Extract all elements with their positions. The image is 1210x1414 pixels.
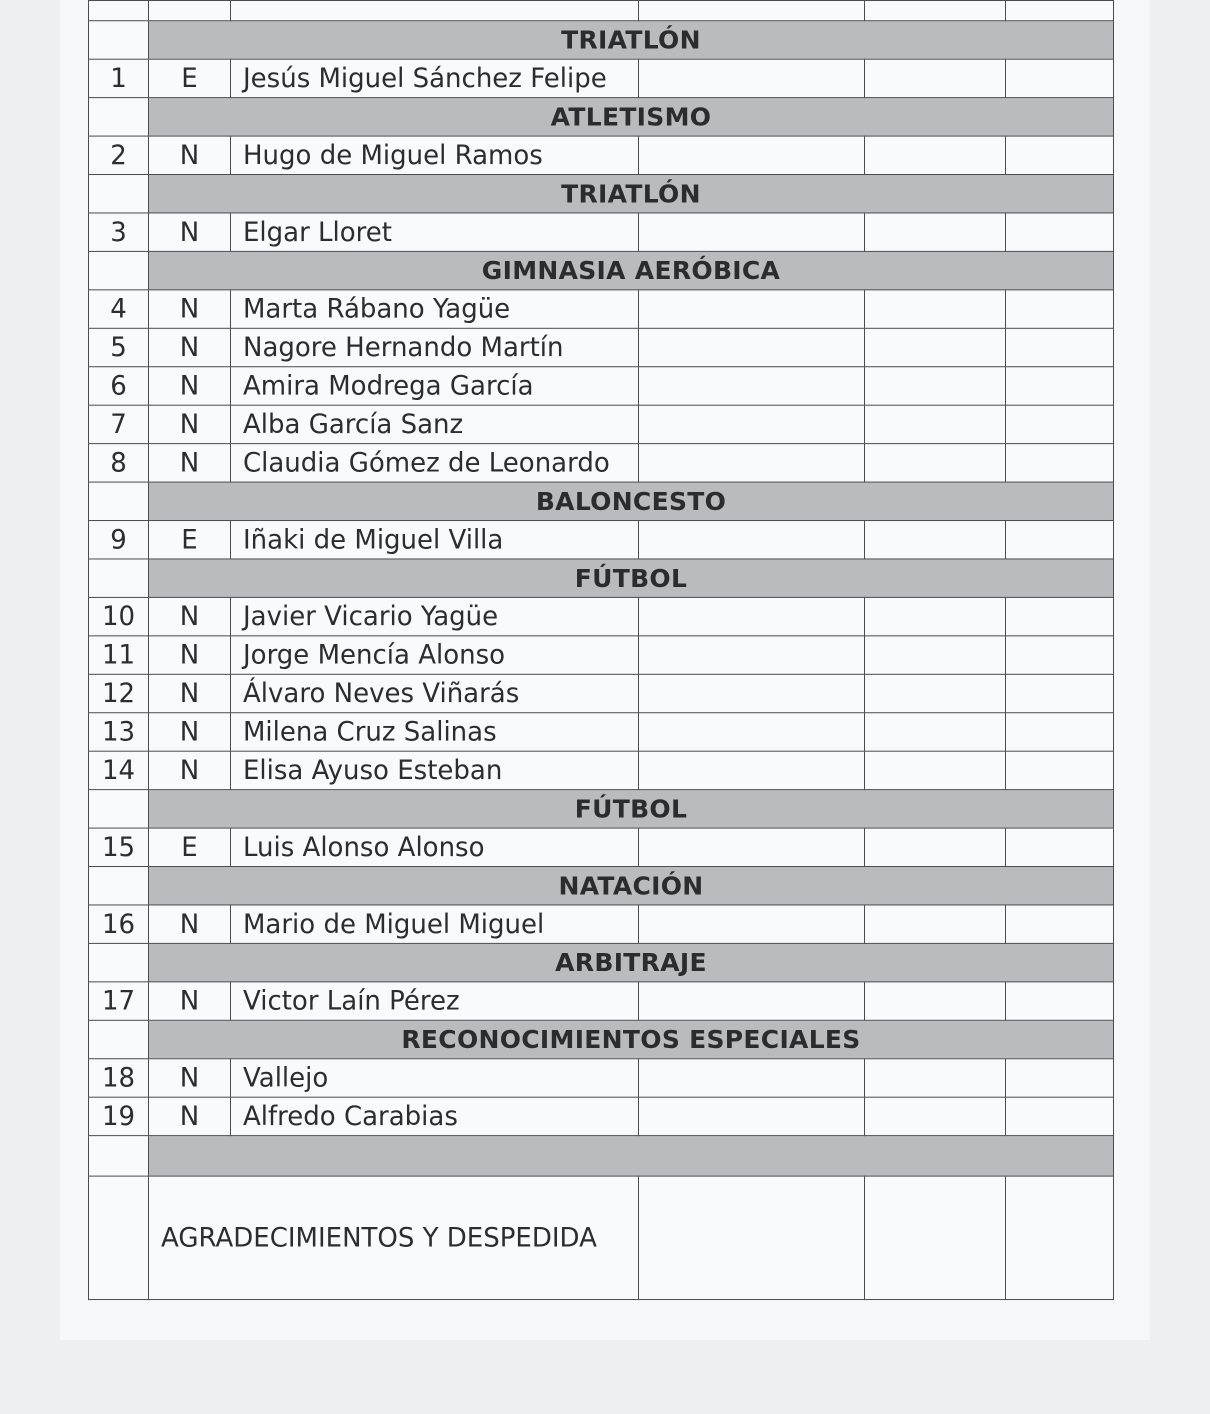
row-type: N [149, 982, 231, 1020]
empty-cell [639, 751, 865, 789]
table-row [89, 136, 1114, 174]
section-header-row [89, 175, 1114, 213]
empty-cell [865, 1176, 1006, 1299]
empty-cell [639, 636, 865, 674]
table-row [89, 328, 1114, 366]
empty-cell [1006, 1059, 1114, 1097]
empty-cell [639, 1176, 865, 1299]
section-spacer-cell [89, 943, 149, 981]
row-type: N [149, 136, 231, 174]
empty-cell [1006, 328, 1114, 366]
empty-cell [639, 213, 865, 251]
row-type: N [149, 751, 231, 789]
section-title: TRIATLÓN [149, 175, 1114, 213]
row-type: N [149, 1097, 231, 1135]
row-type: N [149, 367, 231, 405]
row-type: N [149, 405, 231, 443]
section-header-row [89, 559, 1114, 597]
empty-cell [1006, 828, 1114, 866]
empty-cell [639, 367, 865, 405]
row-number: 14 [89, 751, 149, 789]
table-row [89, 59, 1114, 97]
empty-cell [865, 444, 1006, 482]
section-spacer-cell [89, 175, 149, 213]
empty-cell [1006, 751, 1114, 789]
empty-cell [865, 367, 1006, 405]
empty-cell [865, 982, 1006, 1020]
row-number: 11 [89, 636, 149, 674]
row-type: N [149, 1059, 231, 1097]
empty-cell [639, 59, 865, 97]
row-type: N [149, 713, 231, 751]
row-number: 17 [89, 982, 149, 1020]
table-row [89, 444, 1114, 482]
row-number: 15 [89, 828, 149, 866]
empty-cell [865, 1059, 1006, 1097]
row-name: Javier Vicario Yagüe [231, 597, 639, 635]
closing-row [89, 1176, 1114, 1299]
empty-cell [639, 136, 865, 174]
empty-cell [1006, 290, 1114, 328]
program-table [88, 0, 1114, 1300]
table-row [89, 290, 1114, 328]
row-name: Elisa Ayuso Esteban [231, 751, 639, 789]
empty-cell [865, 405, 1006, 443]
row-number: 13 [89, 713, 149, 751]
empty-cell [639, 597, 865, 635]
row-type: N [149, 213, 231, 251]
section-spacer-cell [89, 98, 149, 136]
table-row [89, 213, 1114, 251]
table-row [89, 905, 1114, 943]
section-header-row [89, 943, 1114, 981]
row-number: 7 [89, 405, 149, 443]
empty-cell [639, 521, 865, 559]
table-row [89, 1059, 1114, 1097]
empty-cell [865, 905, 1006, 943]
empty-cell [865, 674, 1006, 712]
row-number: 1 [89, 59, 149, 97]
section-title: ATLETISMO [149, 98, 1114, 136]
empty-cell [865, 328, 1006, 366]
empty-cell [639, 1097, 865, 1135]
row-name: Claudia Gómez de Leonardo [231, 444, 639, 482]
row-name: Milena Cruz Salinas [231, 713, 639, 751]
row-number: 2 [89, 136, 149, 174]
empty-cell [865, 828, 1006, 866]
empty-cell [865, 751, 1006, 789]
empty-cell [865, 59, 1006, 97]
empty-cell [1006, 213, 1114, 251]
empty-cell [865, 521, 1006, 559]
row-type: E [149, 521, 231, 559]
row-number: 6 [89, 367, 149, 405]
row-number: 3 [89, 213, 149, 251]
row-name: Alba García Sanz [231, 405, 639, 443]
section-spacer-cell [89, 482, 149, 520]
row-name: Vallejo [231, 1059, 639, 1097]
empty-cell [865, 213, 1006, 251]
empty-cell [639, 905, 865, 943]
empty-cell [1006, 674, 1114, 712]
table-row [89, 405, 1114, 443]
empty-cell [865, 636, 1006, 674]
section-header-row [89, 21, 1114, 59]
section-title: FÚTBOL [149, 559, 1114, 597]
row-type: N [149, 674, 231, 712]
empty-cell [1006, 444, 1114, 482]
row-type: E [149, 828, 231, 866]
section-header-row [89, 251, 1114, 289]
empty-cell [1006, 521, 1114, 559]
empty-cell [865, 290, 1006, 328]
row-name: Jorge Mencía Alonso [231, 636, 639, 674]
empty-cell [1006, 59, 1114, 97]
row-type: E [149, 59, 231, 97]
table-row [89, 521, 1114, 559]
table-row [89, 1097, 1114, 1135]
row-number: 8 [89, 444, 149, 482]
section-spacer-cell [89, 1020, 149, 1058]
row-number: 12 [89, 674, 149, 712]
row-number: 16 [89, 905, 149, 943]
table-row [89, 674, 1114, 712]
table-row [89, 828, 1114, 866]
section-header-row [89, 482, 1114, 520]
empty-cell [1006, 713, 1114, 751]
empty-cell [639, 1, 865, 21]
section-spacer-cell [89, 867, 149, 905]
row-number: 18 [89, 1059, 149, 1097]
row-number: 4 [89, 290, 149, 328]
section-spacer-cell [89, 251, 149, 289]
empty-cell [639, 828, 865, 866]
section-spacer-cell [89, 559, 149, 597]
blank-gray-bar [149, 1136, 1114, 1176]
empty-cell [1006, 1, 1114, 21]
section-title: RECONOCIMIENTOS ESPECIALES [149, 1020, 1114, 1058]
row-type: N [149, 444, 231, 482]
empty-cell [865, 597, 1006, 635]
empty-cell [639, 713, 865, 751]
section-spacer-cell [89, 790, 149, 828]
top-partial-row [89, 1, 1114, 21]
row-name: Amira Modrega García [231, 367, 639, 405]
row-name: Mario de Miguel Miguel [231, 905, 639, 943]
table-row [89, 713, 1114, 751]
row-name: Jesús Miguel Sánchez Felipe [231, 59, 639, 97]
row-type: N [149, 328, 231, 366]
row-type: N [149, 290, 231, 328]
row-name: Iñaki de Miguel Villa [231, 521, 639, 559]
empty-cell [639, 328, 865, 366]
table-row [89, 751, 1114, 789]
table-row [89, 597, 1114, 635]
row-name: Victor Laín Pérez [231, 982, 639, 1020]
empty-cell [639, 290, 865, 328]
section-header-row [89, 98, 1114, 136]
row-name: Nagore Hernando Martín [231, 328, 639, 366]
empty-cell [1006, 136, 1114, 174]
section-title: NATACIÓN [149, 867, 1114, 905]
row-number: 9 [89, 521, 149, 559]
row-type: N [149, 905, 231, 943]
empty-cell [1006, 597, 1114, 635]
empty-cell [1006, 405, 1114, 443]
empty-cell [865, 1097, 1006, 1135]
row-number: 5 [89, 328, 149, 366]
empty-cell [865, 1, 1006, 21]
empty-cell [639, 405, 865, 443]
section-title: ARBITRAJE [149, 943, 1114, 981]
empty-cell [865, 713, 1006, 751]
row-number: 19 [89, 1097, 149, 1135]
empty-cell [1006, 1176, 1114, 1299]
row-type: N [149, 636, 231, 674]
empty-cell [1006, 982, 1114, 1020]
section-spacer-cell [89, 21, 149, 59]
empty-cell [639, 982, 865, 1020]
row-type: N [149, 597, 231, 635]
section-header-row [89, 1020, 1114, 1058]
section-header-row [89, 867, 1114, 905]
row-number: 10 [89, 597, 149, 635]
program-table-body [89, 1, 1114, 1300]
empty-cell [639, 1059, 865, 1097]
table-row [89, 367, 1114, 405]
empty-cell [89, 1176, 149, 1299]
empty-cell [149, 1, 231, 21]
row-name: Alfredo Carabias [231, 1097, 639, 1135]
section-title: GIMNASIA AERÓBICA [149, 251, 1114, 289]
empty-cell [639, 674, 865, 712]
empty-cell [865, 136, 1006, 174]
empty-cell [1006, 367, 1114, 405]
section-title: FÚTBOL [149, 790, 1114, 828]
row-name: Luis Alonso Alonso [231, 828, 639, 866]
row-name: Álvaro Neves Viñarás [231, 674, 639, 712]
empty-cell [639, 444, 865, 482]
empty-cell [231, 1, 639, 21]
program-sheet [88, 0, 1113, 1300]
empty-cell [1006, 905, 1114, 943]
row-name: Hugo de Miguel Ramos [231, 136, 639, 174]
empty-cell [1006, 636, 1114, 674]
table-row [89, 982, 1114, 1020]
empty-cell [89, 1, 149, 21]
section-title: BALONCESTO [149, 482, 1114, 520]
section-spacer-cell [89, 1136, 149, 1176]
closing-label: AGRADECIMIENTOS Y DESPEDIDA [149, 1176, 639, 1299]
section-title: TRIATLÓN [149, 21, 1114, 59]
empty-cell [1006, 1097, 1114, 1135]
row-name: Marta Rábano Yagüe [231, 290, 639, 328]
table-row [89, 636, 1114, 674]
blank-separator-row [89, 1136, 1114, 1176]
row-name: Elgar Lloret [231, 213, 639, 251]
section-header-row [89, 790, 1114, 828]
